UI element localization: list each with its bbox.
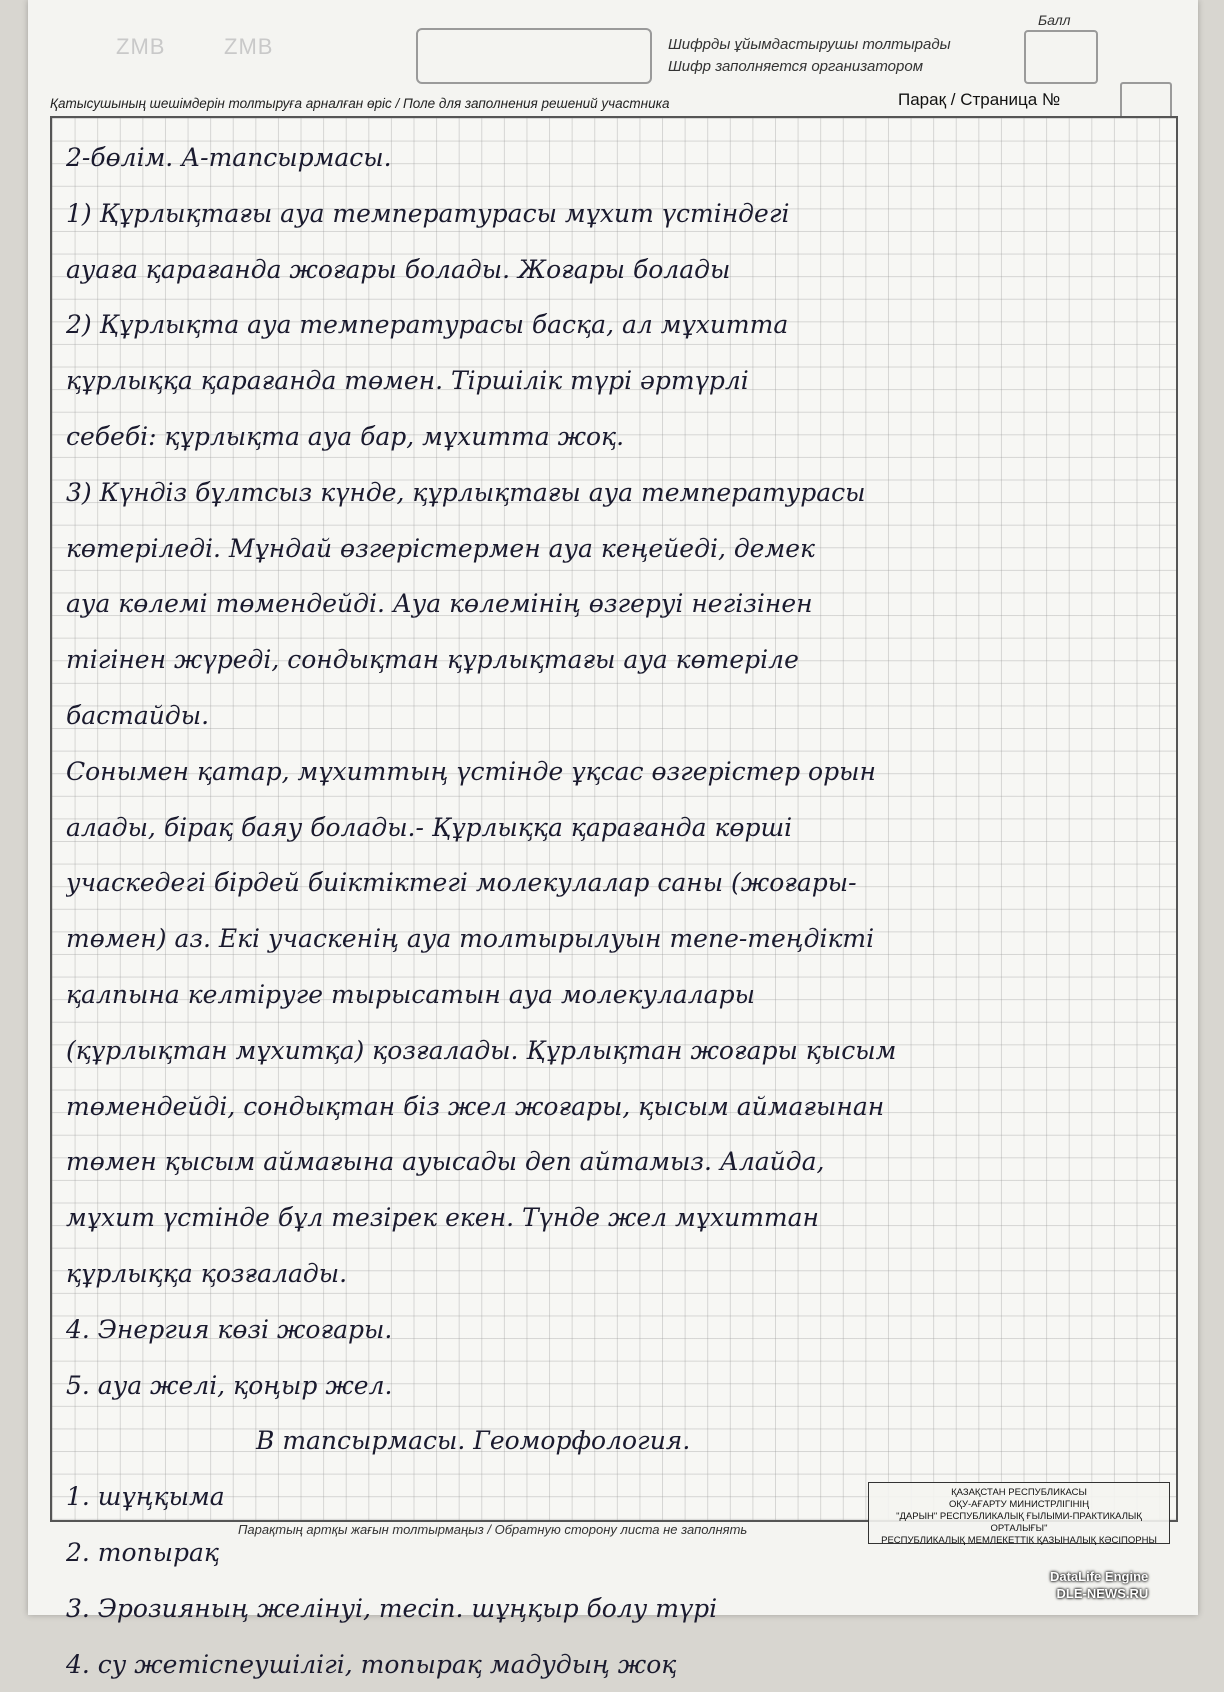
- hw-line: 2-бөлім. А-тапсырмасы.: [66, 143, 392, 172]
- hw-line: төмен қысым аймағына ауысады деп айтамыз. Алайда,: [66, 1147, 825, 1177]
- score-box: [1024, 30, 1098, 84]
- hw-line: 4. су жетіспеушілігі, топырақ мадудың жоқ: [66, 1649, 677, 1679]
- hw-line: ауа көлемі төмендейді. Ауа көлемінің өзгеруі негізінен: [66, 589, 813, 619]
- watermark-line: DataLife Engine: [1050, 1569, 1149, 1584]
- hw-line: 2. топырақ: [66, 1537, 220, 1567]
- hw-line: учаскедегі бірдей биіктіктегі молекулалар саны (жоғары-: [66, 868, 857, 898]
- zmb-mark-left: ZMB: [116, 34, 166, 59]
- stamp-line: РЕСПУБЛИКАЛЫҚ МЕМЛЕКЕТТІК ҚАЗЫНАЛЫҚ КӘСІПОРНЫ: [881, 1535, 1157, 1546]
- stamp-line: ҚАЗАҚСТАН РЕСПУБЛИКАСЫ: [951, 1487, 1087, 1498]
- hw-line: 5. ауа желі, қоңыр жел.: [66, 1370, 393, 1400]
- hw-line: 1) Құрлықтағы ауа температурасы мұхит үстіндегі: [66, 198, 790, 228]
- cipher-instructions: [668, 34, 951, 78]
- stamp-line: "ДАРЫН" РЕСПУБЛИКАЛЫҚ ҒЫЛЫМИ-ПРАКТИКАЛЫҚ ОРТАЛЫҒЫ": [896, 1511, 1142, 1534]
- hw-line: құрлыққа қарағанда төмен. Тіршілік түрі әртүрлі: [66, 366, 749, 396]
- zmb-mark-right: ZMB: [224, 34, 274, 59]
- hw-line: алады, бірақ баяу болады.- Құрлыққа қарағанда көрші: [66, 812, 793, 842]
- hw-line: себебі: құрлықта ауа бар, мұхитта жоқ.: [66, 421, 625, 451]
- footer-note: Парақтың артқы жағын толтырмаңыз / Обратную сторону листа не заполнять: [238, 1522, 748, 1537]
- handwritten-answer: [66, 130, 1166, 1692]
- hw-line: (құрлықтан мұхитқа) қозғалады. Құрлықтан жоғары қысым: [66, 1035, 897, 1065]
- hw-line: тігінен жүреді, сондықтан құрлықтағы ауа көтеріле: [66, 645, 799, 675]
- cipher-box: [416, 28, 652, 84]
- hw-line: көтеріледі. Мұндай өзгерістермен ауа кеңейеді, демек: [66, 533, 815, 563]
- stamp-line: ОҚУ-АҒАРТУ МИНИСТРЛІГІНІҢ: [949, 1499, 1089, 1510]
- hw-line: Сонымен қатар, мұхиттың үстінде ұқсас өзгерістер орын: [66, 756, 876, 786]
- page-number-box: [1120, 82, 1172, 120]
- field-caption: Қатысушының шешімдерін толтыруға арналған өріс / Поле для заполнения решений участника: [50, 96, 670, 111]
- institution-stamp: [868, 1482, 1170, 1544]
- hw-section-heading: В тапсырмасы. Геоморфология.: [256, 1426, 691, 1456]
- score-label: Балл: [1038, 12, 1071, 28]
- hw-line: қалпына келтіруге тырысатын ауа молекулалары: [66, 979, 755, 1009]
- hw-line: бастайды.: [66, 700, 210, 730]
- watermark-line: DLE-NEWS.RU: [1056, 1586, 1149, 1601]
- hw-line: 3) Күндіз бұлтсыз күнде, құрлықтағы ауа температурасы: [66, 477, 866, 507]
- cipher-kz-text: Шифрды ұйымдастырушы толтырады: [668, 36, 951, 53]
- cipher-ru-text: Шифр заполняется организатором: [668, 58, 923, 75]
- hw-line: 4. Энергия көзі жоғары.: [66, 1314, 393, 1344]
- hw-line: төмендейді, сондықтан біз жел жоғары, қысым аймағынан: [66, 1091, 885, 1121]
- hw-line: мұхит үстінде бұл тезірек екен. Түнде жел мұхиттан: [66, 1203, 820, 1233]
- hw-line: 2) Құрлықта ауа температурасы басқа, ал мұхитта: [66, 310, 789, 340]
- answer-sheet: [28, 0, 1198, 1679]
- hw-line: 1. шұңқыма: [66, 1482, 225, 1512]
- hw-line: 3. Эрозияның желінуі, тесіп. шұңқыр болу түрі: [66, 1593, 718, 1623]
- page-number-label: Парақ / Страница №: [898, 90, 1061, 109]
- hw-line: ауаға қарағанда жоғары болады. Жоғары болады: [66, 254, 731, 284]
- hw-line: төмен) аз. Екі учаскенің ауа толтырылуын тепе-теңдікті: [66, 924, 875, 954]
- hw-line: құрлыққа қозғалады.: [66, 1258, 348, 1288]
- site-watermark: [1050, 1568, 1148, 1602]
